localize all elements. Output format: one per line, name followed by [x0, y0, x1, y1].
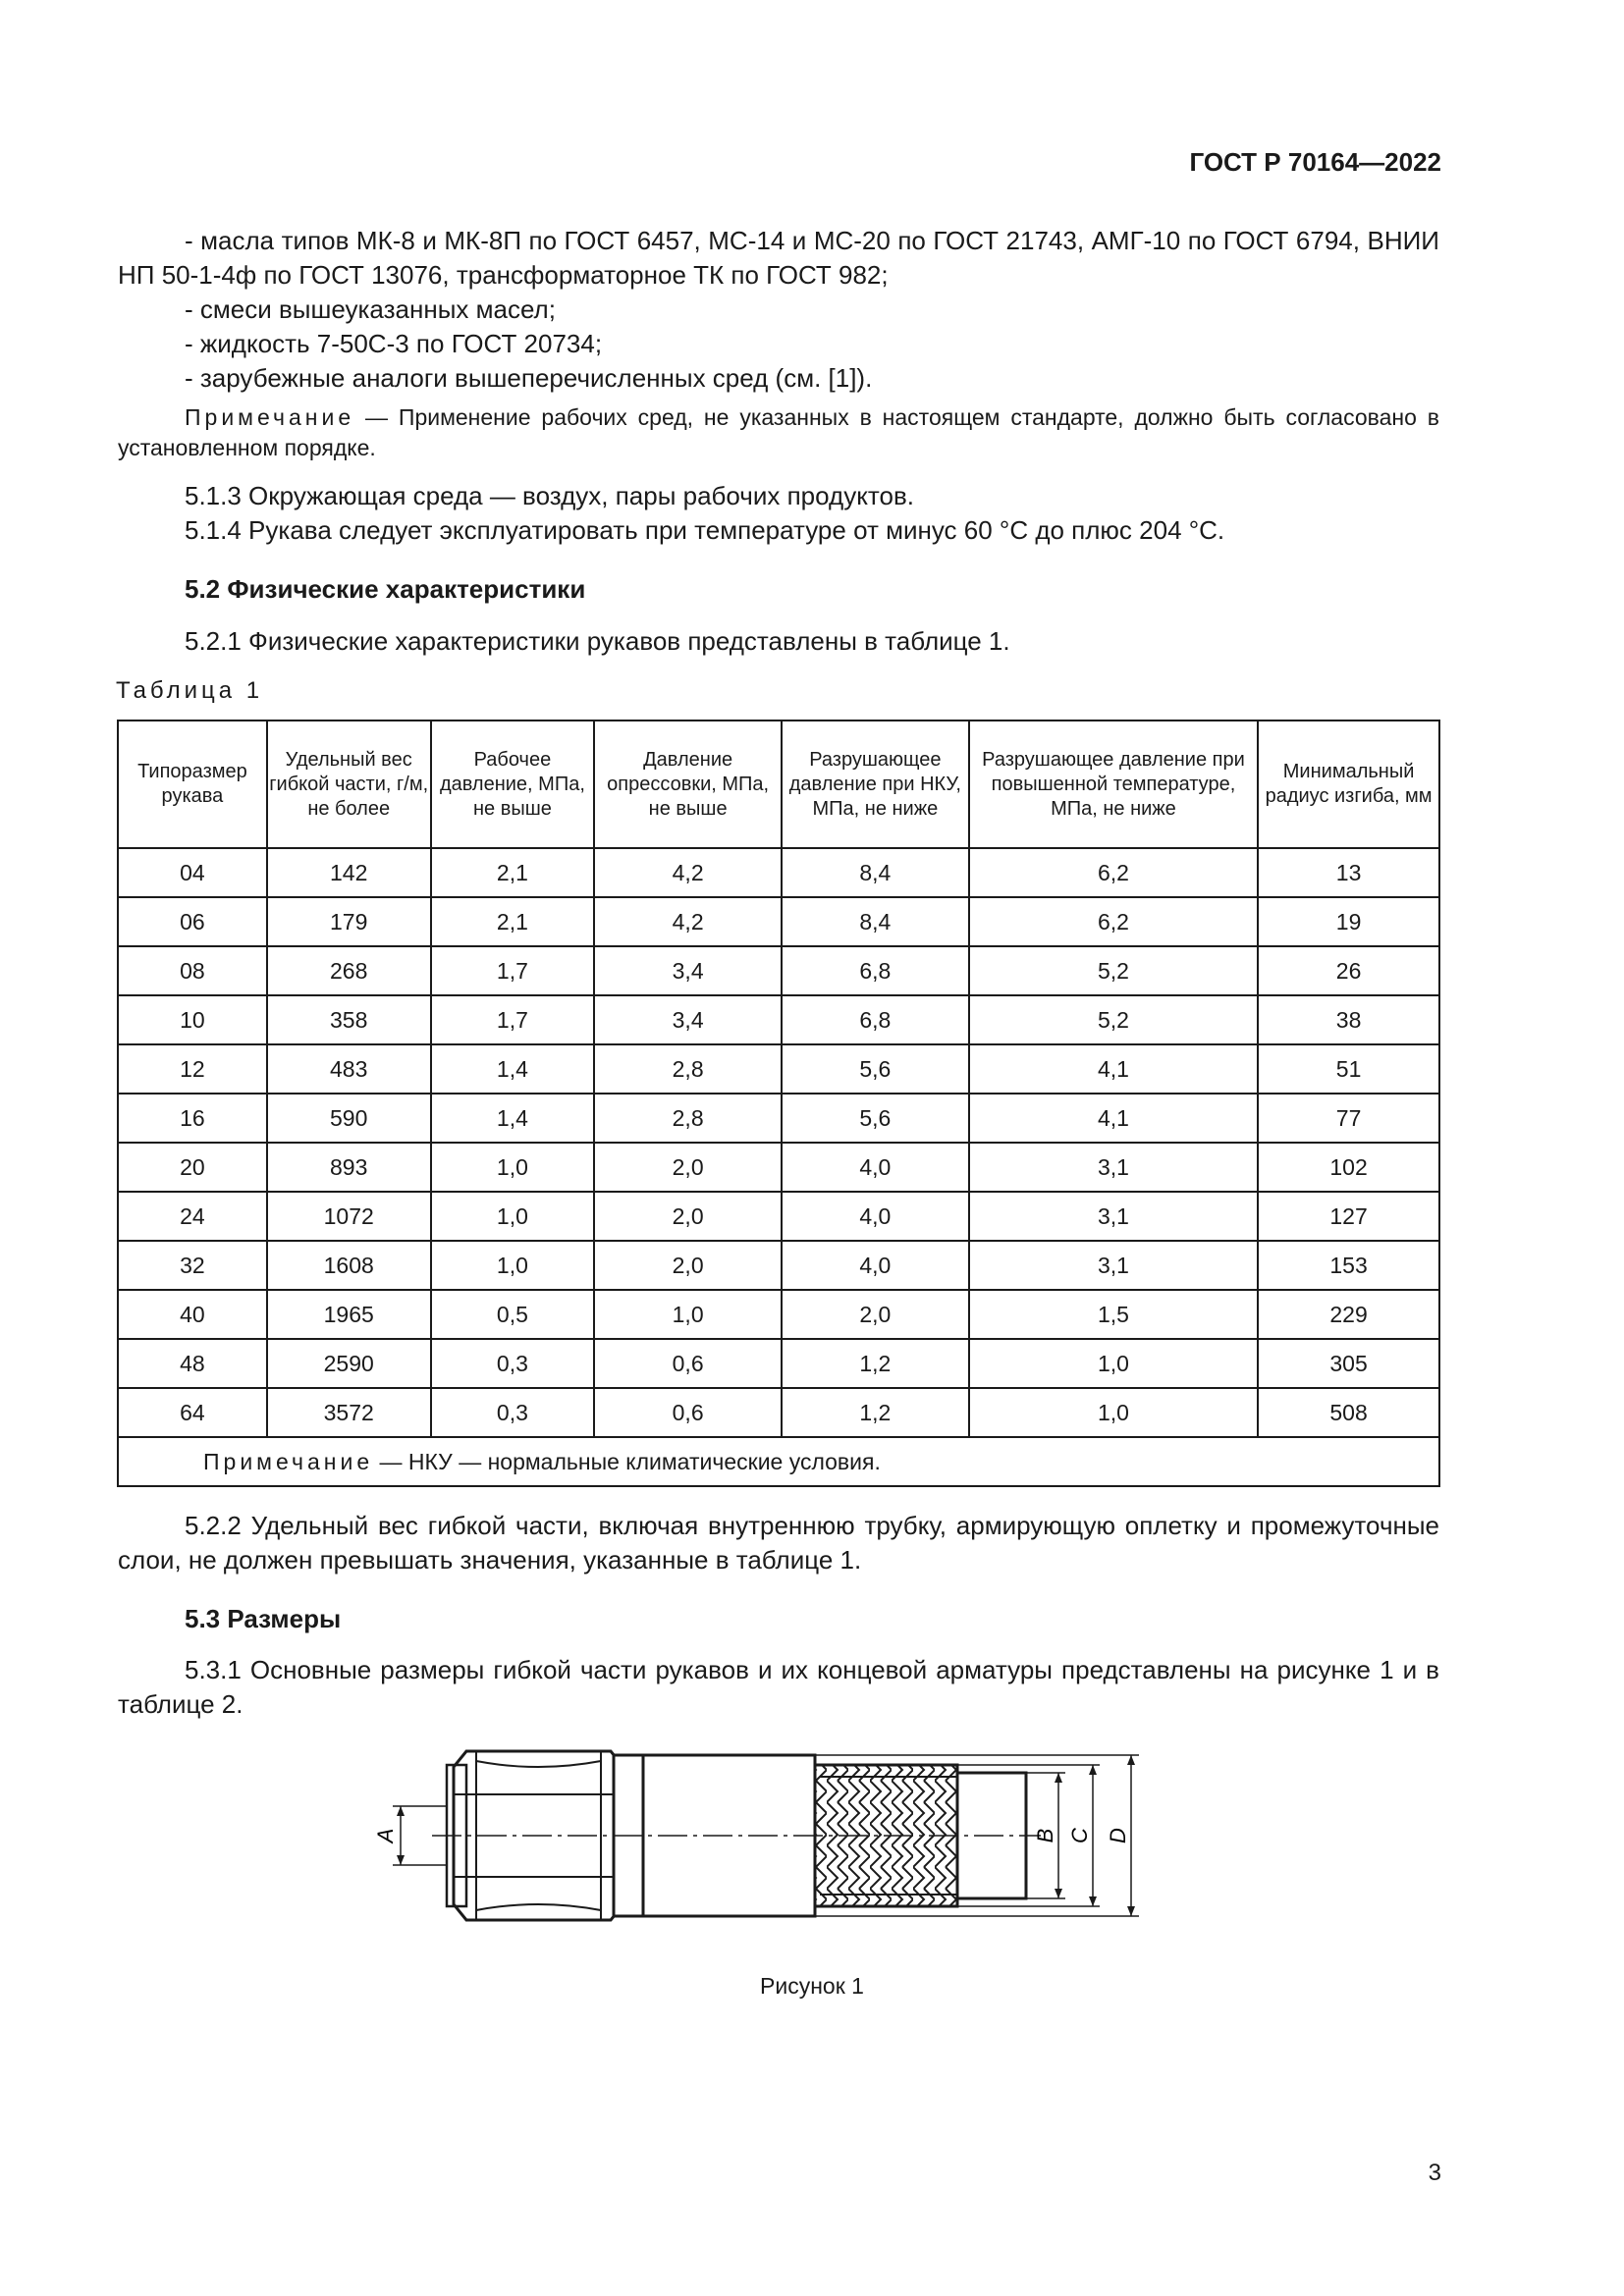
note-1-text: — Применение рабочих сред, не указанных в настоящем стандарте, должно быть согласовано в установленном порядке.	[118, 404, 1439, 460]
table-cell: 305	[1258, 1339, 1439, 1388]
table-cell: 12	[118, 1044, 267, 1094]
table-row	[118, 897, 1439, 946]
table-cell: 1,2	[782, 1388, 969, 1437]
table-cell: 20	[118, 1143, 267, 1192]
clause-5-3-1: 5.3.1 Основные размеры гибкой части рукавов и их концевой арматуры представлены на рисунке 1 и в таблице 2.	[118, 1655, 1439, 1719]
page-number: 3	[1428, 2160, 1441, 2186]
table-1	[117, 720, 1440, 1487]
table-cell: 51	[1258, 1044, 1439, 1094]
table-cell: 2,1	[431, 897, 595, 946]
table-row	[118, 1044, 1439, 1094]
table-cell: 6,2	[969, 897, 1258, 946]
table-cell: 2,0	[782, 1290, 969, 1339]
table-cell: 1,7	[431, 946, 595, 995]
table-cell: 4,0	[782, 1192, 969, 1241]
table-cell: 2,1	[431, 848, 595, 897]
note-1-label: Примечание	[185, 404, 355, 430]
table-cell: 8,4	[782, 848, 969, 897]
table-header-cell: Давление опрессовки, МПа, не выше	[594, 721, 782, 848]
table-cell: 26	[1258, 946, 1439, 995]
table-cell: 4,1	[969, 1044, 1258, 1094]
section-heading-5-2: 5.2 Физические характеристики	[185, 574, 586, 604]
table-cell: 1,0	[431, 1143, 595, 1192]
figure-caption: Рисунок 1	[760, 1973, 864, 1999]
table-note-row	[118, 1437, 1439, 1486]
clause-5-2-2: 5.2.2 Удельный вес гибкой части, включая внутреннюю трубку, армирующую оплетку и промежуточные слои, не должен превышать значения, указанные в таблице 1.	[118, 1511, 1439, 1575]
table-cell: 0,3	[431, 1388, 595, 1437]
table-header-row	[118, 721, 1439, 848]
table-cell: 142	[267, 848, 431, 897]
table-row	[118, 995, 1439, 1044]
table-header-cell: Разрушающее давление при повышенной температуре, МПа, не ниже	[969, 721, 1258, 848]
table-cell: 102	[1258, 1143, 1439, 1192]
table-cell: 1,0	[594, 1290, 782, 1339]
list-item: - жидкость 7-50С-3 по ГОСТ 20734;	[185, 329, 603, 358]
table-cell: 10	[118, 995, 267, 1044]
table-cell: 13	[1258, 848, 1439, 897]
clause-5-2-2-block	[118, 1509, 1439, 1577]
table-cell: 6,2	[969, 848, 1258, 897]
dimension-b-label: B	[1033, 1828, 1057, 1843]
table-row	[118, 1388, 1439, 1437]
list-item: - зарубежные аналоги вышеперечисленных сред (см. [1]).	[185, 363, 873, 393]
clause-5-2-1: 5.2.1 Физические характеристики рукавов представлены в таблице 1.	[185, 626, 1010, 656]
clause-5-1-3: 5.1.3 Окружающая среда — воздух, пары рабочих продуктов.	[185, 481, 914, 510]
table-cell: 1,0	[431, 1192, 595, 1241]
list-item: - смеси вышеуказанных масел;	[185, 294, 556, 324]
table-cell: 508	[1258, 1388, 1439, 1437]
table-cell: 08	[118, 946, 267, 995]
clause-5-1-4: 5.1.4 Рукава следует эксплуатировать при температуре от минус 60 °С до плюс 204 °С.	[185, 515, 1225, 545]
table-cell: 40	[118, 1290, 267, 1339]
clauses-5-1	[118, 479, 1439, 548]
table-row	[118, 1094, 1439, 1143]
table-header-cell: Минимальный радиус изгиба, мм	[1258, 721, 1439, 848]
table-cell: 1965	[267, 1290, 431, 1339]
table-body	[118, 848, 1439, 1437]
document-header: ГОСТ Р 70164—2022	[1189, 147, 1441, 177]
table-header-cell: Типоразмер рукава	[118, 721, 267, 848]
clause-5-2-1-block	[118, 624, 1439, 659]
table-cell: 5,6	[782, 1044, 969, 1094]
table-cell: 4,2	[594, 897, 782, 946]
table-cell: 2,0	[594, 1192, 782, 1241]
intro-block	[118, 224, 1439, 396]
figure-1-drawing	[373, 1737, 1198, 1944]
table-cell: 2,0	[594, 1143, 782, 1192]
table-cell: 2,8	[594, 1044, 782, 1094]
table-header-cell: Рабочее давление, МПа, не выше	[431, 721, 595, 848]
table-cell: 0,6	[594, 1339, 782, 1388]
table-cell: 127	[1258, 1192, 1439, 1241]
section-heading-5-3: 5.3 Размеры	[185, 1604, 342, 1633]
table-cell: 3,1	[969, 1143, 1258, 1192]
table-cell: 1072	[267, 1192, 431, 1241]
table-cell: 268	[267, 946, 431, 995]
table-cell: 358	[267, 995, 431, 1044]
table-cell: 3572	[267, 1388, 431, 1437]
table-cell: 8,4	[782, 897, 969, 946]
clause-5-3-1-block	[118, 1653, 1439, 1722]
table-cell: 1,5	[969, 1290, 1258, 1339]
table-cell: 2590	[267, 1339, 431, 1388]
table-cell: 24	[118, 1192, 267, 1241]
table-cell: 64	[118, 1388, 267, 1437]
table-cell: 3,1	[969, 1192, 1258, 1241]
table-cell: 1,2	[782, 1339, 969, 1388]
table-cell: 6,8	[782, 946, 969, 995]
table-cell: 6,8	[782, 995, 969, 1044]
table-cell: 0,6	[594, 1388, 782, 1437]
table-note-text: — НКУ — нормальные климатические условия.	[373, 1448, 881, 1474]
table-cell: 0,3	[431, 1339, 595, 1388]
table-row	[118, 848, 1439, 897]
table-cell: 1,4	[431, 1094, 595, 1143]
table-cell: 590	[267, 1094, 431, 1143]
table-row	[118, 1143, 1439, 1192]
table-cell: 3,1	[969, 1241, 1258, 1290]
table-cell: 3,4	[594, 946, 782, 995]
table-cell: 179	[267, 897, 431, 946]
table-cell: 1,0	[969, 1388, 1258, 1437]
table-note-cell	[118, 1437, 1439, 1486]
table-cell: 06	[118, 897, 267, 946]
table-cell: 5,2	[969, 946, 1258, 995]
table-cell: 1,0	[969, 1339, 1258, 1388]
table-cell: 77	[1258, 1094, 1439, 1143]
table-cell: 0,5	[431, 1290, 595, 1339]
table-cell: 19	[1258, 897, 1439, 946]
note-1	[118, 402, 1439, 463]
table-cell: 1,7	[431, 995, 595, 1044]
table-cell: 4,0	[782, 1241, 969, 1290]
dimension-a-label: A	[373, 1828, 398, 1843]
table-row	[118, 1339, 1439, 1388]
table-cell: 16	[118, 1094, 267, 1143]
table-cell: 153	[1258, 1241, 1439, 1290]
table-cell: 04	[118, 848, 267, 897]
list-item: - масла типов МК-8 и МК-8П по ГОСТ 6457, МС-14 и МС-20 по ГОСТ 21743, АМГ-10 по ГОСТ 6794, ВНИИ НП 50-1-4ф по ГОСТ 13076, трансформаторное ТК по ГОСТ 982;	[118, 226, 1439, 290]
table-cell: 1,4	[431, 1044, 595, 1094]
table-cell: 229	[1258, 1290, 1439, 1339]
table-cell: 32	[118, 1241, 267, 1290]
table-row	[118, 946, 1439, 995]
table-cell: 483	[267, 1044, 431, 1094]
table-header-cell: Удельный вес гибкой части, г/м, не более	[267, 721, 431, 848]
table-row	[118, 1290, 1439, 1339]
table-caption: Таблица 1	[116, 677, 264, 704]
table-cell: 3,4	[594, 995, 782, 1044]
table-row	[118, 1192, 1439, 1241]
section-5-3-block	[118, 1602, 1439, 1636]
table-cell: 2,0	[594, 1241, 782, 1290]
table-cell: 1608	[267, 1241, 431, 1290]
table-cell: 893	[267, 1143, 431, 1192]
table-header-cell: Разрушающее давление при НКУ, МПа, не ниже	[782, 721, 969, 848]
dimension-d-label: D	[1106, 1828, 1130, 1843]
table-cell: 1,0	[431, 1241, 595, 1290]
dimension-c-label: C	[1067, 1828, 1092, 1843]
section-5-2-block	[118, 572, 1439, 607]
table-row	[118, 1241, 1439, 1290]
table-cell: 4,0	[782, 1143, 969, 1192]
table-cell: 2,8	[594, 1094, 782, 1143]
table-cell: 5,2	[969, 995, 1258, 1044]
table-note-label: Примечание	[203, 1448, 374, 1474]
table-cell: 38	[1258, 995, 1439, 1044]
table-cell: 5,6	[782, 1094, 969, 1143]
table-cell: 4,1	[969, 1094, 1258, 1143]
table-cell: 48	[118, 1339, 267, 1388]
table-cell: 4,2	[594, 848, 782, 897]
